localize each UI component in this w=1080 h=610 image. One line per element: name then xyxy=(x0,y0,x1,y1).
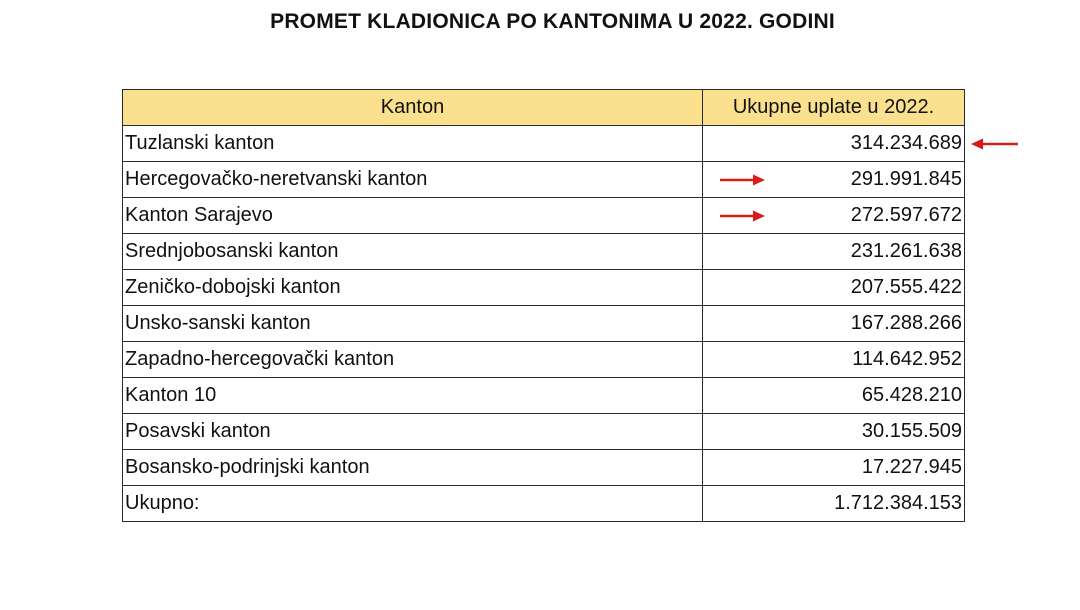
ukupne-uplate-value: 314.234.689 xyxy=(850,132,962,154)
ukupne-uplate-value: 231.261.638 xyxy=(850,240,962,262)
table-row xyxy=(123,198,965,234)
kanton-name-cell: Srednjobosanski kanton xyxy=(123,234,703,270)
kanton-name-cell: Tuzlanski kanton xyxy=(123,126,703,162)
table-header-row xyxy=(123,90,965,126)
ukupne-uplate-value: 207.555.422 xyxy=(850,276,962,298)
kanton-name-cell: Zeničko-dobojski kanton xyxy=(123,270,703,306)
cantons-table xyxy=(122,89,965,522)
value-cell xyxy=(703,234,965,270)
value-cell xyxy=(703,126,965,162)
kanton-name-cell: Hercegovačko-neretvanski kanton xyxy=(123,162,703,198)
value-cell xyxy=(703,162,965,198)
right-arrow-icon xyxy=(719,209,767,223)
left-arrow-icon xyxy=(971,137,1019,151)
table-row xyxy=(123,342,965,378)
value-cell xyxy=(703,342,965,378)
kanton-name-cell: Posavski kanton xyxy=(123,414,703,450)
value-cell xyxy=(703,306,965,342)
table-row xyxy=(123,450,965,486)
value-cell xyxy=(703,198,965,234)
right-arrow-icon xyxy=(719,173,767,187)
table-body xyxy=(123,126,965,522)
table-row xyxy=(123,378,965,414)
table-row xyxy=(123,306,965,342)
kanton-name-cell: Ukupno: xyxy=(123,486,703,522)
kanton-name-cell: Unsko-sanski kanton xyxy=(123,306,703,342)
ukupne-uplate-value: 272.597.672 xyxy=(850,204,962,226)
ukupne-uplate-value: 17.227.945 xyxy=(861,456,962,478)
value-cell xyxy=(703,270,965,306)
value-cell xyxy=(703,450,965,486)
page-title: PROMET KLADIONICA PO KANTONIMA U 2022. GODINI xyxy=(270,10,835,33)
ukupne-uplate-value: 30.155.509 xyxy=(861,420,962,442)
ukupne-uplate-value: 65.428.210 xyxy=(861,384,962,406)
kanton-name-cell: Zapadno-hercegovački kanton xyxy=(123,342,703,378)
header-ukupne-uplate: Ukupne uplate u 2022. xyxy=(703,90,965,126)
kanton-name-cell: Kanton Sarajevo xyxy=(123,198,703,234)
value-cell xyxy=(703,414,965,450)
ukupne-uplate-value: 1.712.384.153 xyxy=(834,492,962,514)
total-row xyxy=(123,486,965,522)
table-row xyxy=(123,414,965,450)
ukupne-uplate-value: 114.642.952 xyxy=(852,348,962,370)
table-row xyxy=(123,234,965,270)
value-cell xyxy=(703,486,965,522)
header-kanton: Kanton xyxy=(123,90,703,126)
kanton-name-cell: Bosansko-podrinjski kanton xyxy=(123,450,703,486)
ukupne-uplate-value: 167.288.266 xyxy=(850,312,962,334)
table-row xyxy=(123,126,965,162)
table-row xyxy=(123,270,965,306)
ukupne-uplate-value: 291.991.845 xyxy=(850,168,962,190)
table-row xyxy=(123,162,965,198)
kanton-name-cell: Kanton 10 xyxy=(123,378,703,414)
value-cell xyxy=(703,378,965,414)
